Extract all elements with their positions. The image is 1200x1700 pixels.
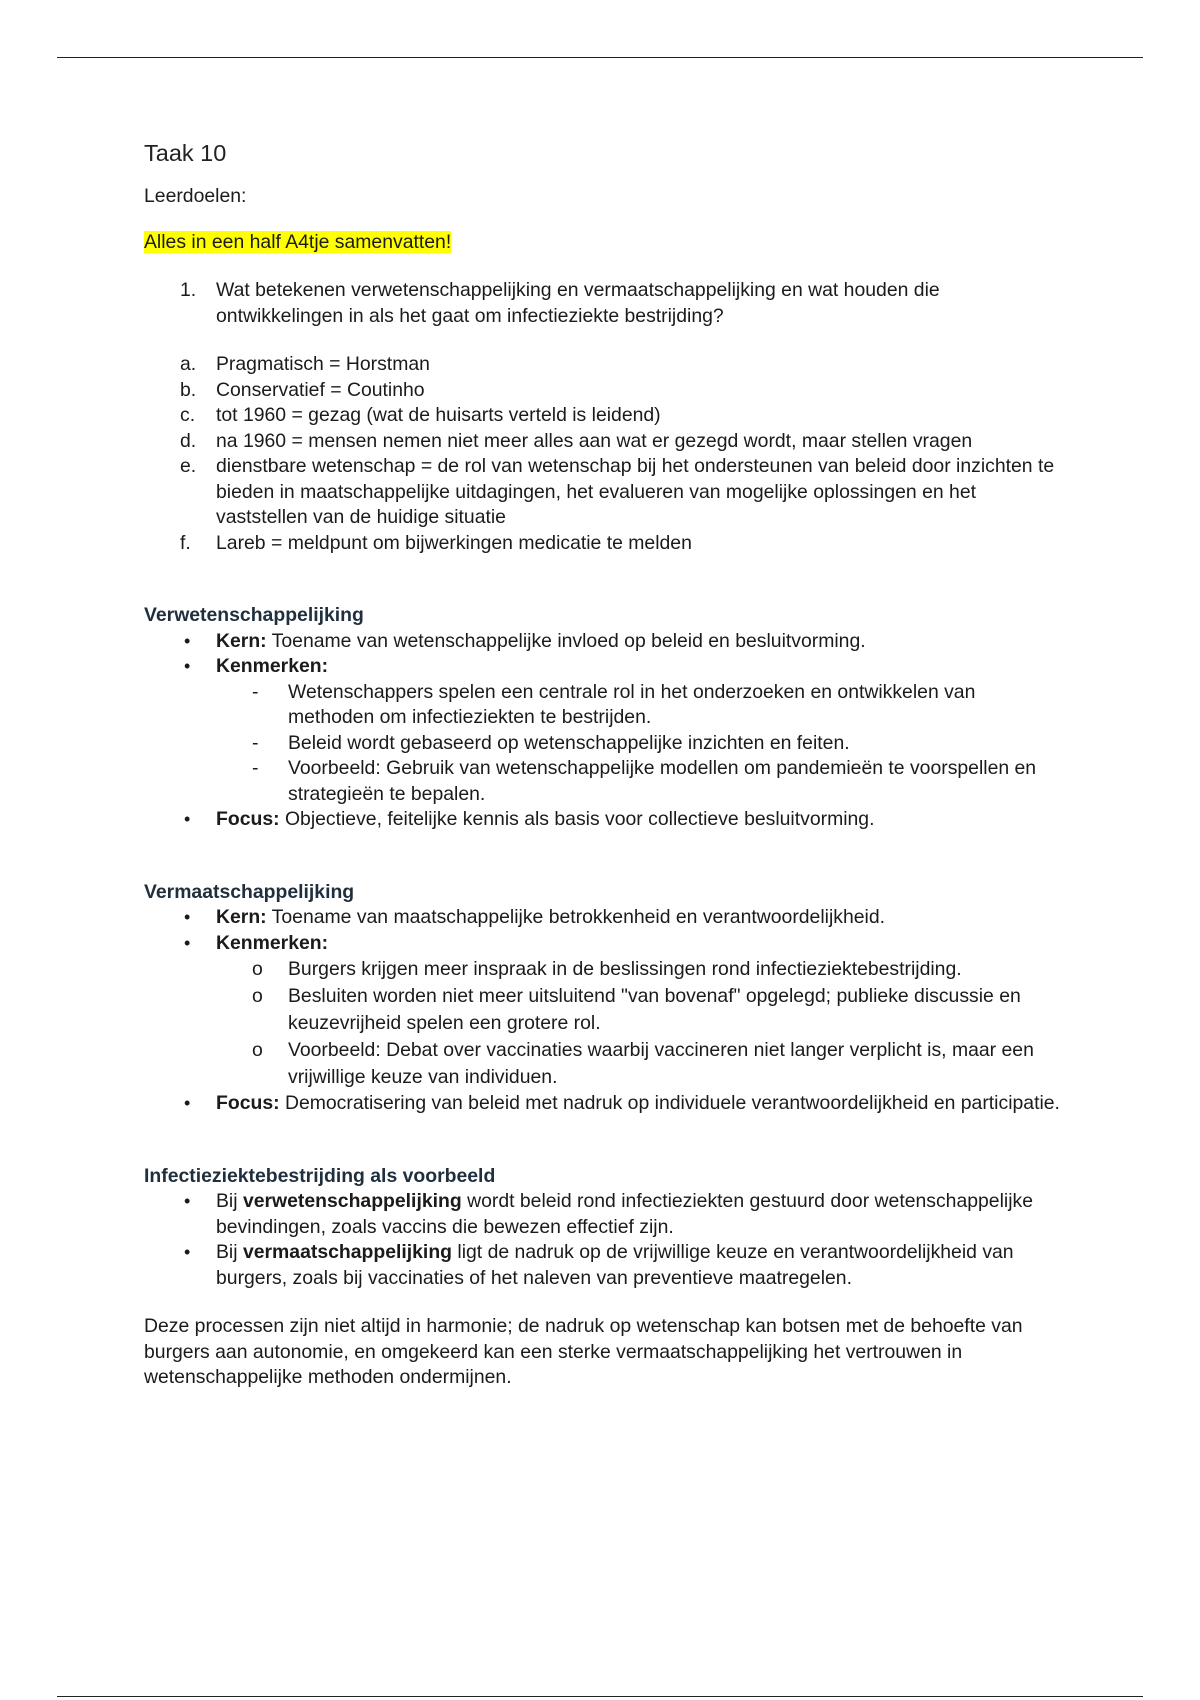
bullet-text-bold: verwetenschappelijking [242, 1190, 462, 1212]
kern-label: Kern: [216, 629, 267, 652]
bullet-icon: • [184, 809, 191, 829]
bullet-icon: • [184, 1242, 191, 1262]
page-title: Taak 10 [144, 140, 227, 166]
question-list [144, 278, 1064, 329]
list-text: Lareb = meldpunt om bijwerkingen medicatie te melden [216, 531, 692, 554]
list-item [144, 403, 1064, 429]
goals-label: Leerdoelen: [144, 185, 247, 207]
circle-bullet-icon: o [252, 985, 263, 1007]
kern-text: Toename van wetenschappelijke invloed op beleid en besluitvorming. [266, 629, 866, 652]
list-marker: a. [180, 353, 197, 375]
kenmerken-label: Kenmerken: [216, 931, 329, 954]
bullet-item [144, 1240, 1064, 1291]
sub-item [144, 983, 1064, 1037]
list-item [144, 429, 1064, 455]
bullet-icon: • [184, 932, 191, 953]
bullet-item-kern [144, 629, 1064, 655]
section-heading-verwetenschappelijking: Verwetenschappelijking [144, 604, 364, 626]
list-marker: f. [180, 531, 191, 554]
dash-icon: - [252, 680, 259, 703]
highlight-note [144, 230, 1064, 256]
list-text: dienstbare wetenschap = de rol van wetenschap bij het ondersteunen van beleid door inzichten te bieden in maatschappelijke uitdagingen, het evalueren van mogelijke oplossingen en het vaststellen van de huidige situatie [216, 455, 1055, 528]
section1-bullets [144, 629, 1064, 833]
bullet-icon: • [184, 656, 191, 676]
list-item [144, 454, 1064, 531]
letter-list [144, 352, 1064, 556]
bullet-text-post: wordt beleid rond infectieziekten gestuurd door wetenschappelijke bevindingen, zoals vaccins die bewezen effectief zijn. [216, 1190, 1033, 1238]
sub-item [144, 731, 1064, 757]
closing-paragraph: Deze processen zijn niet altijd in harmonie; de nadruk op wetenschap kan botsen met de behoefte van burgers aan autonomie, en omgekeerd kan een sterke vermaatschappelijking het vertrouwen in wetenschappelijke methoden ondermijnen. [144, 1315, 1023, 1388]
bullet-icon: • [184, 1093, 191, 1113]
bullet-text-pre: Bij [216, 1241, 243, 1263]
bullet-item-kern [144, 905, 1064, 931]
document-page [144, 138, 1064, 1391]
list-marker: d. [180, 429, 197, 452]
question-item [144, 278, 1064, 329]
focus-text: Objectieve, feitelijke kennis als basis voor collectieve besluitvorming. [279, 808, 875, 830]
section3-bullets [144, 1189, 1064, 1291]
highlighted-text: Alles in een half A4tje samenvatten! [144, 230, 452, 253]
question-number: 1. [180, 279, 197, 301]
list-item [144, 378, 1064, 404]
sub-item-text: Burgers krijgen meer inspraak in de beslissingen rond infectieziektebestrijding. [288, 958, 962, 980]
kern-text: Toename van maatschappelijke betrokkenheid en verantwoordelijkheid. [266, 906, 886, 928]
dash-icon: - [252, 757, 259, 779]
kenmerken-label: Kenmerken: [216, 655, 329, 677]
list-text: tot 1960 = gezag (wat de huisarts verteld is leidend) [216, 404, 661, 426]
bullet-icon: • [184, 630, 191, 651]
bullet-text-pre: Bij [216, 1190, 243, 1212]
sub-item [144, 756, 1064, 807]
bullet-item-kenmerken [144, 931, 1064, 1092]
sub-item-text: Voorbeeld: Debat over vaccinaties waarbij vaccineren niet langer verplicht is, maar een vrijwillige keuze van individuen. [288, 1039, 1034, 1088]
bullet-item-kenmerken [144, 654, 1064, 807]
bullet-text-post: ligt de nadruk op de vrijwillige keuze en verantwoordelijkheid van burgers, zoals bij vaccinaties of het naleven van preventieve maatregelen. [216, 1241, 1014, 1289]
sub-item [144, 1037, 1064, 1091]
kenmerken-sublist [216, 956, 1064, 1091]
dash-icon: - [252, 731, 259, 754]
list-text: Pragmatisch = Horstman [216, 353, 430, 375]
list-text: Conservatief = Coutinho [216, 378, 425, 401]
circle-bullet-icon: o [252, 958, 263, 980]
list-marker: e. [180, 455, 197, 477]
section-heading-vermaatschappelijking: Vermaatschappelijking [144, 880, 355, 903]
section2-bullets [144, 905, 1064, 1117]
sub-item-text: Besluiten worden niet meer uitsluitend "van bovenaf" opgelegd; publieke discussie en keuzevrijheid spelen een grotere rol. [288, 985, 1021, 1034]
list-marker: c. [180, 404, 196, 426]
sub-item-text: Voorbeeld: Gebruik van wetenschappelijke modellen om pandemieën te voorspellen en strategieën te bepalen. [288, 757, 1037, 805]
bullet-item [144, 1189, 1064, 1240]
list-item [144, 531, 1064, 557]
list-item [144, 352, 1064, 378]
sub-item [144, 680, 1064, 731]
bullet-item-focus [144, 1091, 1064, 1117]
focus-label: Focus: [216, 1092, 280, 1114]
bottom-rule [57, 1696, 1143, 1697]
section-heading-infectieziektebestrijding: Infectieziektebestrijding als voorbeeld [144, 1164, 496, 1187]
bullet-icon: • [184, 907, 191, 927]
sub-item-text: Wetenschappers spelen een centrale rol in het onderzoeken en ontwikkelen van methoden om infectieziekten te bestrijden. [288, 680, 976, 728]
sub-item [144, 956, 1064, 983]
question-text: Wat betekenen verwetenschappelijking en vermaatschappelijking en wat houden die ontwikkelingen in als het gaat om infectieziekte bestrijding? [216, 279, 940, 327]
sub-item-text: Beleid wordt gebaseerd op wetenschappelijke inzichten en feiten. [288, 731, 850, 754]
top-rule [57, 57, 1143, 58]
kenmerken-sublist [216, 680, 1064, 808]
focus-text: Democratisering van beleid met nadruk op individuele verantwoordelijkheid en participatie. [279, 1092, 1060, 1114]
circle-bullet-icon: o [252, 1039, 263, 1061]
bullet-item-focus [144, 807, 1064, 833]
list-marker: b. [180, 378, 197, 401]
kern-label: Kern: [216, 906, 267, 928]
bullet-icon: • [184, 1191, 191, 1211]
list-text: na 1960 = mensen nemen niet meer alles aan wat er gezegd wordt, maar stellen vragen [216, 429, 973, 452]
bullet-text-bold: vermaatschappelijking [242, 1241, 453, 1263]
focus-label: Focus: [216, 808, 280, 830]
